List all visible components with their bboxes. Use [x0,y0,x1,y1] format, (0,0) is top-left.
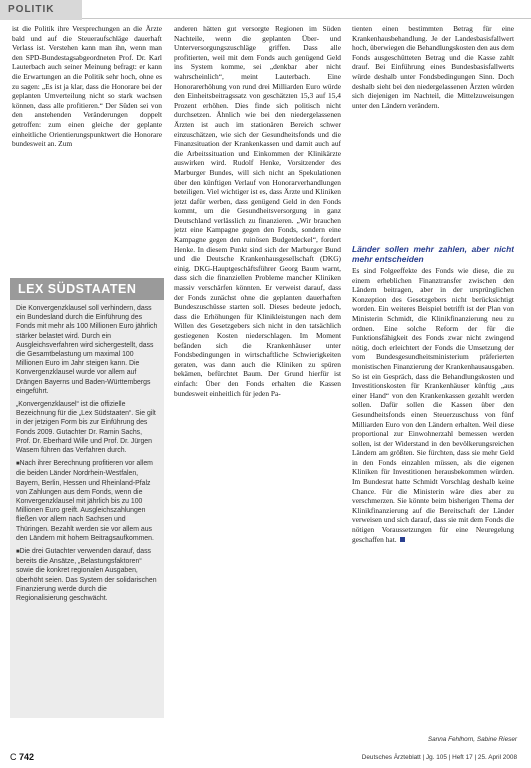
sidebar-box-body [10,300,164,603]
column-3-text: tienten einen bestimmten Betrag für eine Krankenhausbehandlung. Je der Landesbasisfallwert hoch, überwiegen die Behandlungskosten den aus dem Fonds ausgeschütteten Betrag und die Kasse zahlt drauf. Bei Einführung eines Bundesbasisfallwerts würde deshalb unter Fondsbedingungen Sinn. Doch deshalb sieht bei den niedergelassenen Ärzten würden sich diejenigen im Nachteil, die Mittelzuweisungen unter den Ländern verändern. [352,24,514,110]
article-authors: Sanna Fehlhorn, Sabine Rieser [427,736,517,743]
section-rule [82,18,531,19]
page-number-value: 742 [19,752,35,762]
column-3b-text [352,266,514,544]
article-column-3 [352,24,514,224]
column-1-text: ist die Politik ihre Versprechungen an die Ärzte bald und auf die Steueraufschläge dauerhaft Verlass ist. Verstehen kann man ihn, wenn man den SPD-Bundestagsabgeordneten Prof. Dr. Karl Lauterbach auch seiner Meinung befragt: er kann die Erwartungen an die Politik sehr hoch, ohne es zu sagen: „Es ist ja klar, dass die Honorare bei der geplanten Umverteilung nicht so stark wachsen können, dass alle profitieren.“ Der Süden sei von den anstehenden Veränderungen doppelt getroffen: zum einen gleiche der geplante einheitliche Orientierungspunktwert die Honorare bundesweit an. Zum [12,24,162,149]
section-label: POLITIK [0,0,82,20]
sidebar-bullet-1-text: Nach ihrer Berechnung profitieren vor allem die beiden Länder Nordrhein-Westfalen, Bayern, Berlin, Hessen und Rheinland-Pfalz von Zahlungen aus dem Fonds, wenn die Konvergenzklausel mit jährlich bis zu 100 Millionen Euro greift. Ausgleichszahlungen fließen vor allem nach Sachsen und Thüringen. Bezahlt werden sie vor allem aus den Ländern mit hohem Beitragsaufkommen. [16,460,154,542]
article-column-3-continued [352,244,514,724]
sidebar-box-title: LEX SÜDSTAATEN [10,278,164,300]
column-3b-body: Es sind Folgeeffekte des Fonds wie diese, die zu einem erheblichen Finanztransfer zwischen den Ländern beitragen, aber in der ursprünglichen Konzeption des Gesetzgebers nicht berücksichtigt worden. Ein weiteres Beispiel betrifft ist der Plan von Ministerin Schmidt, die Klinikfinanzierung neu zu ordnen. Eine solche Reform der für die Funktionsfähigkeit des Fonds zwar nicht zwingend nötig, doch erleichtert der Fonds die Umsetzung der vom Bundesgesundheitsministerium präferierten monistischen Finanzierung der Krankenhausausgaben. So ist ein Gespräch, dass die Behandlungskosten und Investitionskosten für Krankenhäuser künftig „aus einer Hand“ von den Krankenkassen gezahlt werden sollen. Dafür sollen die Kassen über den Gesundheitsfonds einen Steuerzuschuss von fünf Milliarden Euro von den Ländern erhalten. Weil diese proportional zur Einwohnerzahl bemessen werden sollen, ist der Widerstand in den bevölkerungsreichen Ländern am größten. Sie fürchten, dass sie mehr Geld in den Fonds einzahlen müssen, als die eigenen Kliniken für Investitionen herausbekommen würden. Im Bundesrat hatte Schmidt Vorschlag deshalb keine Chance. Für die Ministerin wäre dies aber zu verschmerzen. Sie könnte beim bisherigen Thema der Klinikfinanzierung auf die Bereitschaft der Länder verweisen und sich darauf, dass sie mit dem Fonds die nötigen Voraussetzungen für eine Neuregelung geschaffen hat. [352,266,514,544]
sidebar-paragraph-2: „Konvergenzklausel“ ist die offizielle Bezeichnung für die „Lex Südstaaten“. Sie gilt in der jetzigen Form bis zur Einführung des Fonds 2009. Gutachter Dr. Ramin Sachs, Prof. Dr. Eberhard Wille und Prof. Dr. Jürgen Wasem führen das Verfahren durch. [16,401,156,455]
subheading: Länder sollen mehr zahlen, aber nicht mehr entscheiden [352,244,514,264]
page-number [10,752,34,762]
article-column-2 [174,24,341,739]
page-footer [0,752,531,768]
end-mark-icon [400,537,405,542]
sidebar-box-lex-suedstaaten [10,278,164,718]
sidebar-bullet-2-text: Die drei Gutachter verwenden darauf, dass bereits die Ansätze, „Belastungsfaktoren“ sowie die konkret regionalen Ausgaben, überhöht seien. Das System der solidarischen Finanzierung werde durch die Regionalisierung geschwächt. [16,548,157,603]
page-number-prefix: C [10,752,17,762]
article-column-1 [12,24,162,268]
column-2-text: anderen hätten gut versorgte Regionen im Süden Nachteile, wenn die geplanten Über- und Unterversorgungszuschläge griffen. Dass alle profitierten, weil mit dem Fonds auch genügend Geld ins System komme, sei „denkbar aber nicht wahrscheinlich“, meint Lauterbach. Eine Honorarerhöhung von rund drei Milliarden Euro würde den Einheitsbeitragssatz von geschätzten 15,3 auf 15,4 Prozent erhöhen. Dies finde sich politisch nicht durchsetzen. Ähnlich wie bei den niedergelassenen Ärzten ist auch im stationären Bereich schwer einzuschätzen, wie sich der Gesundheitsfonds und die Finanzsituation der Krankenkassen und damit auch auf die Arbeitssituation und Einkommen der Klinikärzte auswirken wird. Rudolf Henke, Vorsitzender des Marburger Bundes, will sich nicht an Spekulationen über den künftigen Verlauf von Honorarverhandlungen beteiligen. Viel wichtiger ist es, dass Ärzte und Kliniken jetzt dafür werben, dass genügend Geld in den Fonds kommt, um die Gesundheitsversorgung in ganz Deutschland verlässlich zu finanzieren. „Wir brauchen jetzt eine Kampagne gegen den Fonds, sondern eine Kampagne gegen den ruinösen Budgetdeckel“, fordert Henke. In diesem Punkt sind sich der Marburger Bund und die Deutsche Krankenhausgesellschaft (DKG) einig. DKG-Hauptgeschäftsführer Georg Baum warnt, dass sich die finanziellen Probleme mancher Kliniken massiv verschärfen könnten. Er verweist darauf, dass der Fonds zunächst ohne die geplanten dauerhaften Bundeszuschüsse starten soll. Dieses bedeute jedoch, dass die Erhöhungen für Klinikleistungen nach dem Willen des Gesetzgebers sich nicht in den tatsächlich gestiegenen Kosten niederschlagen. Im Moment befänden sich die Krankenhäuser unter Fondsbedingungen in wirtschaftliche Schwierigkeiten geraten, was dann auch die Kliniken zu spüren bekämen, befürchtet Baum. Der Grund hierfür ist einfach: Über den Fonds erhalten die Kassen bundesweit einheitlich für jeden Pa- [174,24,341,398]
sidebar-paragraph-1: Die Konvergenzklausel soll verhindern, dass ein Bundesland durch die Einführung des Fonds mit mehr als 100 Millionen Euro jährlich stärker belastet wird. Durch ein Ausgleichsverfahren wird sichergestellt, dass die Gesamtbelastung um maximal 100 Millionen Euro im Jahr steigen kann. Die Konvergenzklausel wurde vor allem auf Drängen Bayerns und Baden-Württembergs eingeführt. [16,305,158,395]
sidebar-bullet-1 [16,459,158,543]
journal-citation: Deutsches Ärzteblatt | Jg. 105 | Heft 17 | 25. April 2008 [361,754,517,761]
sidebar-bullet-2 [16,547,158,603]
